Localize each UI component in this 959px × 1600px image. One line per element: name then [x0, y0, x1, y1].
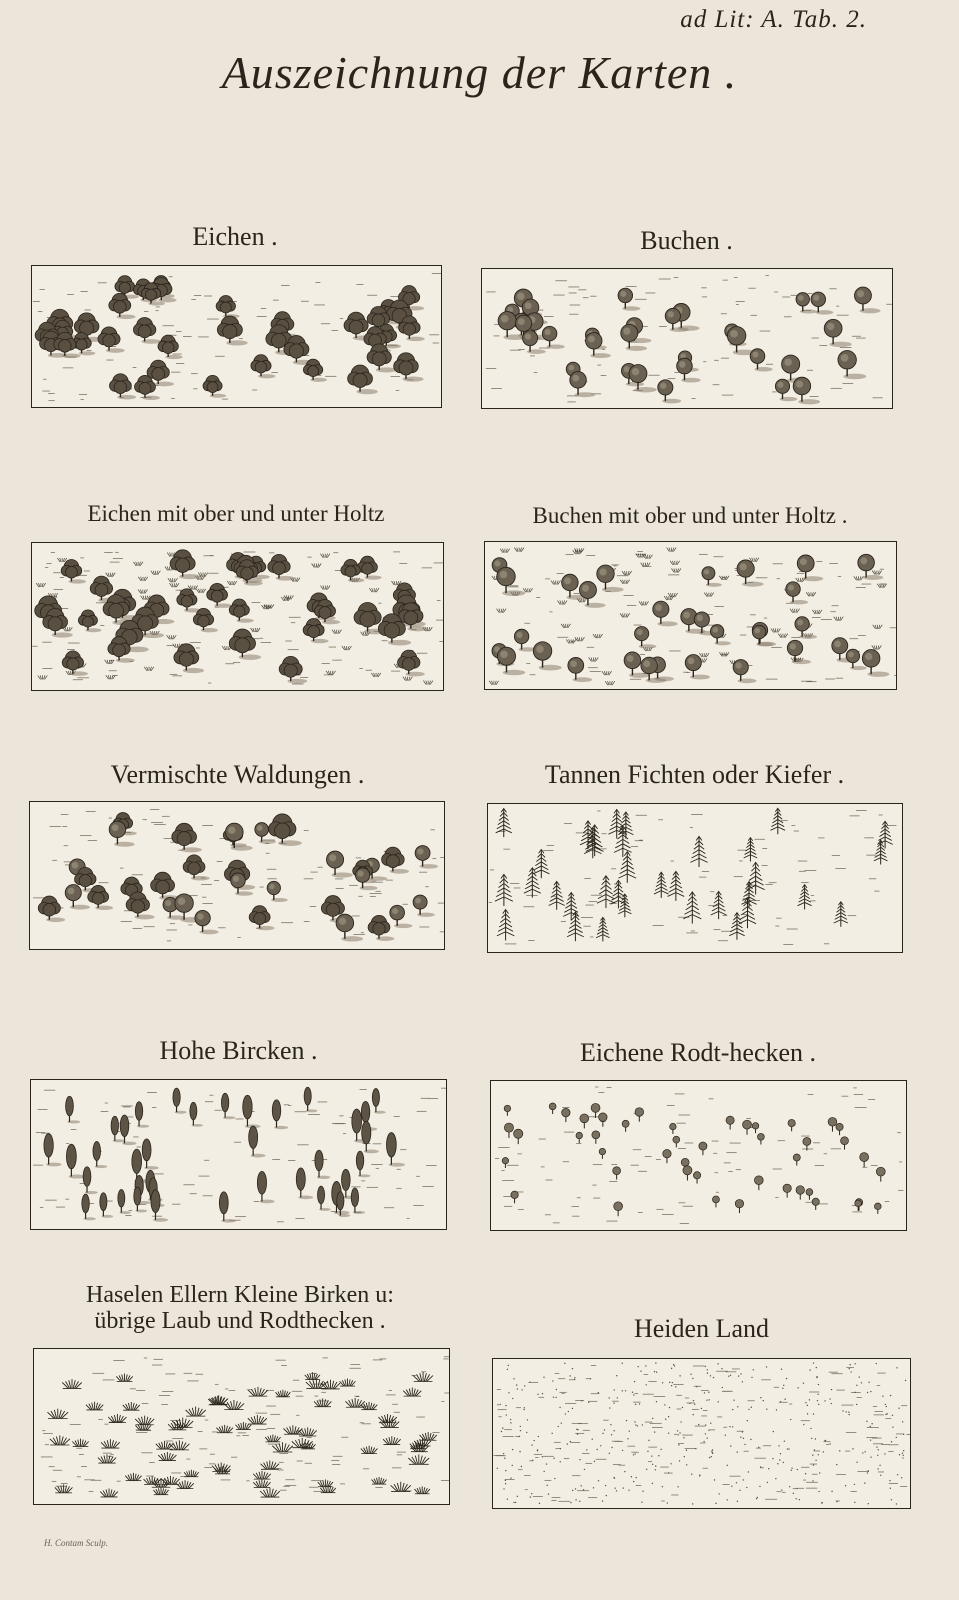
symbol-field	[31, 1080, 446, 1229]
symbol-field	[488, 804, 902, 952]
panel-buchen-unterholz	[484, 541, 897, 690]
symbol-field	[491, 1081, 906, 1230]
panel-hohe-bircken	[30, 1079, 447, 1230]
label-nadelholz: Tannen Fichten oder Kiefer .	[544, 760, 845, 789]
panel-eichen	[31, 265, 442, 408]
panel-laubhecken	[33, 1348, 450, 1505]
symbol-field	[34, 1349, 449, 1504]
panel-buchen	[481, 268, 893, 409]
label-eichen: Eichen .	[192, 222, 278, 251]
panel-rodthecken	[490, 1080, 907, 1231]
label-hohe-bircken: Hohe Bircken .	[159, 1036, 318, 1065]
symbol-field	[30, 802, 444, 949]
label-buchen-unterholz: Buchen mit ober und unter Holtz .	[532, 503, 848, 528]
label-vermischte-waldungen: Vermischte Waldungen .	[110, 760, 365, 789]
plate-title: Auszeichnung der Karten .	[221, 47, 738, 98]
panel-heiden-land	[492, 1358, 911, 1509]
plate-reference: ad Lit: A. Tab. 2.	[680, 6, 867, 33]
symbol-field	[482, 269, 892, 408]
label-heiden-land: Heiden Land	[633, 1314, 769, 1343]
label-rodthecken: Eichene Rodt-hecken .	[579, 1038, 817, 1067]
label-eichen-unterholz: Eichen mit ober und unter Holtz	[87, 501, 385, 526]
symbol-field	[485, 542, 896, 689]
symbol-field	[32, 266, 441, 407]
panel-eichen-unterholz	[31, 542, 444, 691]
panel-vermischte-waldungen	[29, 801, 445, 950]
engraver-credit: H. Contam Sculp.	[44, 1538, 108, 1548]
symbol-field	[32, 543, 443, 690]
panel-nadelholz	[487, 803, 903, 953]
label-buchen: Buchen .	[640, 226, 733, 255]
label-laubhecken-line1: Haselen Ellern Kleine Birken u:	[86, 1282, 394, 1308]
label-laubhecken-line2: übrige Laub und Rodthecken .	[94, 1308, 386, 1334]
symbol-field	[493, 1359, 910, 1508]
